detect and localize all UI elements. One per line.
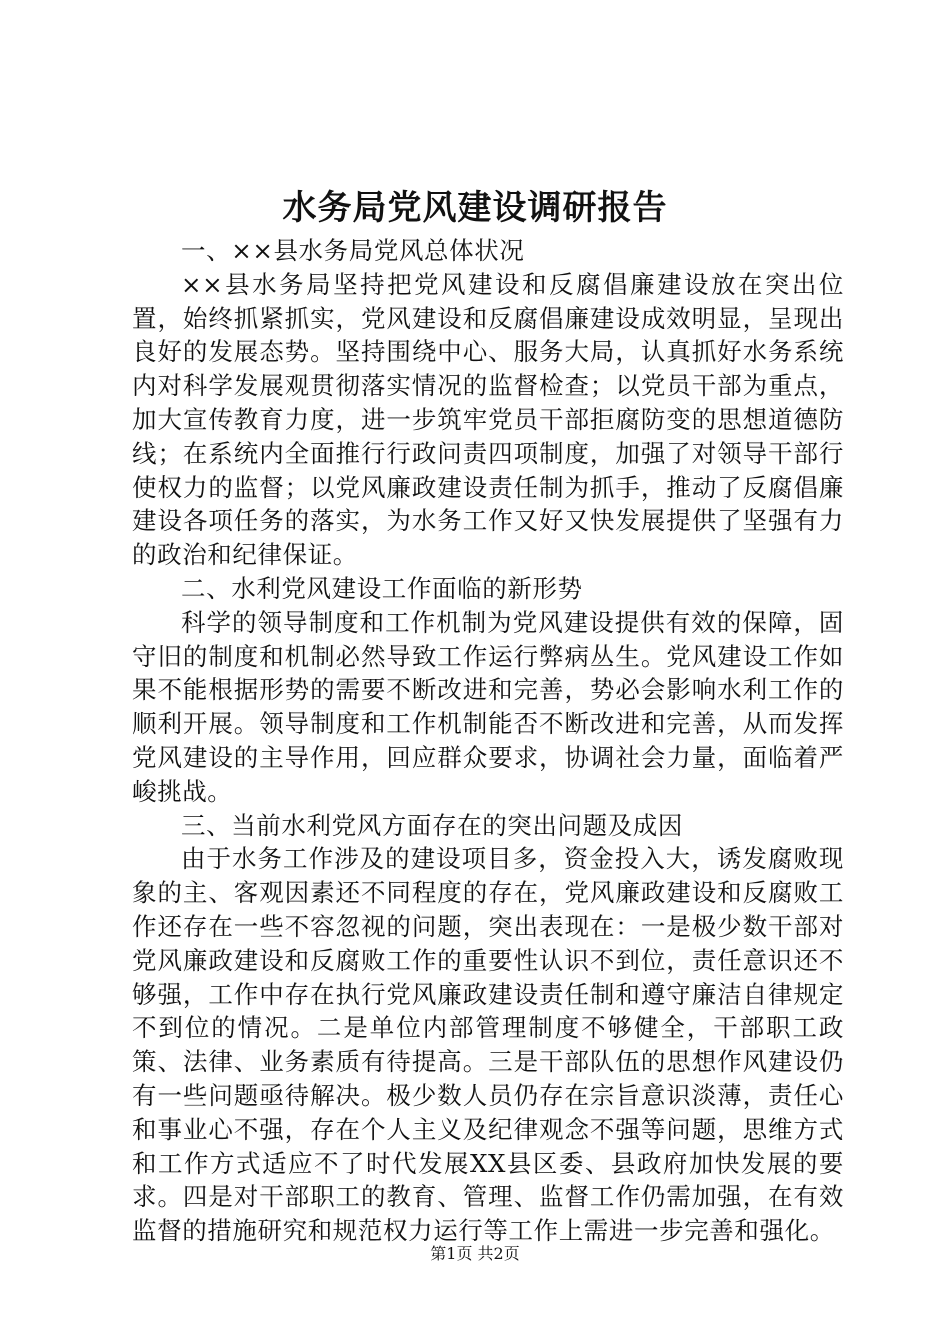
section-heading-3: 三、当前水利党风方面存在的突出问题及成因 [181, 810, 683, 840]
page-number-footer: 第1页 共2页 [430, 1244, 520, 1263]
section-paragraph-3: 由于水务工作涉及的建设项目多，资金投入大，诱发腐败现象的主、客观因素还不同程度的存在，党风廉政建设和反腐败工作还存在一些不容忽视的问题，突出表现在：一是极少数干部对党风廉政建设和反腐败工作的重要性认识不到位，责任意识还不够强，工作中存在执行党风廉政建设责任制和遵守廉洁自律规定不到位的情况。二是单位内部管理制度不够健全，干部职工政策、法律、业务素质有待提高。三是干部队伍的思想作风建设仍有一些问题亟待解决。极少数人员仍存在宗旨意识淡薄，责任心和事业心不强，存在个人主义及纪律观念不强等问题，思维方式和工作方式适应不了时代发展XX县区委、县政府加快发展的要求。四是对干部职工的教育、管理、监督工作仍需加强，在有效监督的措施研究和规范权力运行等工作上需进一步完善和强化。 [132, 844, 844, 1246]
section-paragraph-1: ××县水务局坚持把党风建设和反腐倡廉建设放在突出位置，始终抓紧抓实，党风建设和反腐倡廉建设成效明显，呈现出良好的发展态势。坚持围绕中心、服务大局，认真抓好水务系统内对科学发展观贯彻落实情况的监督检查；以党员干部为重点，加大宣传教育力度，进一步筑牢党员干部拒腐防变的思想道德防线；在系统内全面推行行政问责四项制度，加强了对领导干部行使权力的监督；以党风廉政建设责任制为抓手，推动了反腐倡廉建设各项任务的落实，为水务工作又好又快发展提供了坚强有力的政治和纪律保证。 [132, 269, 844, 570]
document-title: 水务局党风建设调研报告 [282, 188, 668, 228]
section-heading-2: 二、水利党风建设工作面临的新形势 [181, 573, 583, 603]
section-heading-1: 一、××县水务局党风总体状况 [181, 236, 525, 265]
document-body [132, 234, 844, 1248]
section-paragraph-2: 科学的领导制度和工作机制为党风建设提供有效的保障，固守旧的制度和机制必然导致工作运行弊病丛生。党风建设工作如果不能根据形势的需要不断改进和完善，势必会影响水利工作的顺利开展。领导制度和工作机制能否不断改进和完善，从而发挥党风建设的主导作用，回应群众要求，协调社会力量，面临着严峻挑战。 [132, 607, 844, 806]
